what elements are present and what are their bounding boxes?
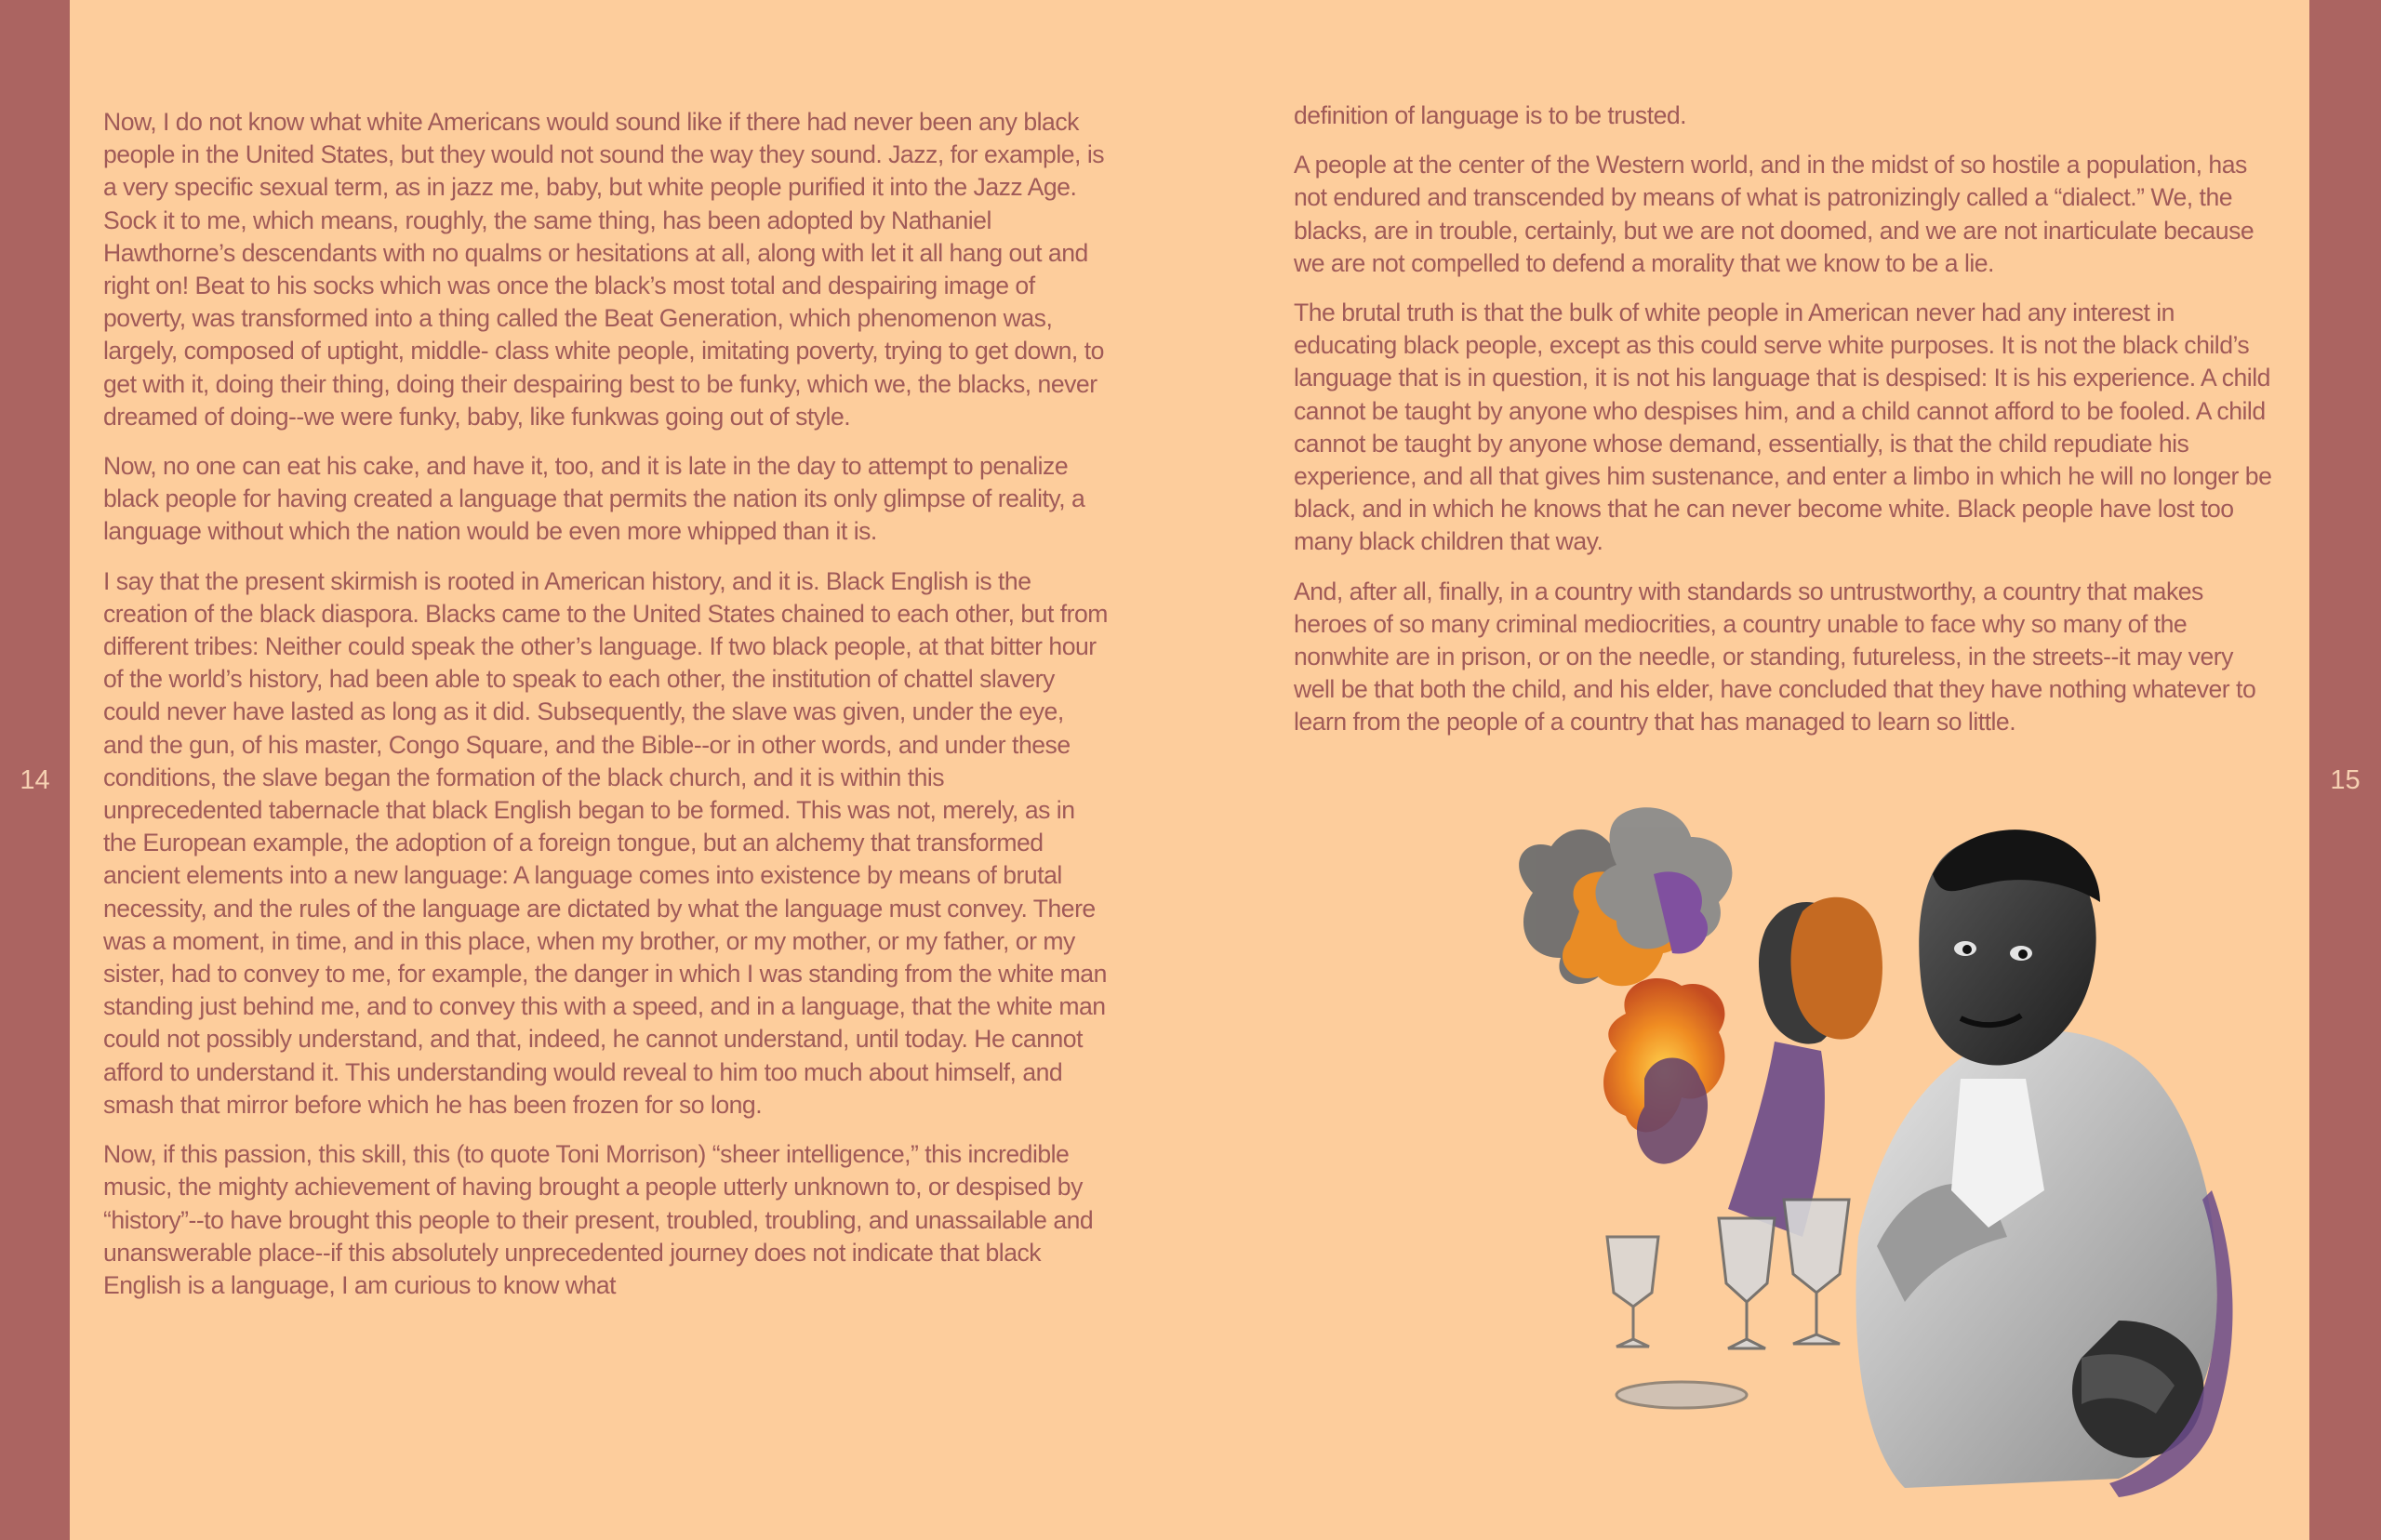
paragraph: A people at the center of the Western world, and in the midst of so hostile a population, has not endured and transcended by means of what is patronizingly called a “dialect.” We, the blacks, are in trouble, certainly, but we are not doomed, and we are not inarticulate because we are not compelled to defend a morality that we know to be a lie.	[1294, 151, 2255, 277]
paragraph: Now, if this passion, this skill, this (to quote Toni Morrison) “sheer intelligence,” this incredible music, the mighty achievement of having brought a people utterly unknown to, or despised by “history”--to have brought this people to their present, troubled, troubling, and unassailable and unanswerable place--if this absolutely unprecedented journey does not indicate that black English is a language, I am curious to know what	[103, 1140, 1094, 1299]
echo-figures	[1728, 897, 1882, 1237]
page-number-right: 15	[2330, 765, 2361, 795]
paragraph: The brutal truth is that the bulk of white people in American never had any interest in educating black people, except as this could serve white purposes. It is not the black child’s language that is in question, it is not his language that is despised: It is his experience. A child cannot be taught by anyone who despises him, and a child cannot afford to be fooled. A child cannot be taught by anyone whose demand, essentially, is that the child repudiate his experience, and all that gives him sustenance, and enter a limbo in which he will no longer be black, and in which he knows that he can never become white. Black people have lost too many black children that way.	[1294, 299, 2272, 556]
smoke-shapes	[1519, 807, 1732, 1163]
collage-illustration	[1468, 800, 2258, 1507]
paragraph: I say that the present skirmish is rooted in American history, and it is. Black English is the creation of the black diaspora. Blacks came to the United States chained to each other, but from different tribes: Neither could speak the other’s language. If two black people, at that bitter hour of the world’s history, had been able to speak to each other, the institution of chattel slavery could never have lasted as long as it did. Subsequently, the slave was given, under the eye, and the gun, of his master, Congo Square, and the Bible--or in other words, and under these conditions, the slave began the formation of the black church, and it is within this unprecedented tabernacle that black English began to be formed. This was not, merely, as in the European example, the adoption of a foreign tongue, but an alchemy that transformed ancient elements into a new language: A language comes into existence by means of brutal necessity, and the rules of the language are dictated by what the language must convey. There was a moment, in time, and in this place, when my brother, or my mother, or my father, or my sister, had to convey to me, for example, the danger in which I was standing from the white man standing just behind me, and to convey this with a speed, and in a language, that the white man could not possibly understand, and that, indeed, he cannot understand, until today. He cannot afford to understand it. This understanding would reveal to him too much about himself, and smash that mirror before which he has been frozen for so long.	[103, 566, 1108, 1119]
main-figure	[1856, 830, 2216, 1488]
page-number-left: 14	[20, 765, 50, 795]
glasses-on-table	[1607, 1200, 1849, 1408]
paragraph: Now, I do not know what white Americans would sound like if there had never been any black people in the United States, but they would not sound the way they sound. Jazz, for example, is a very specific sexual term, as in jazz me, baby, but white people purified it into the Jazz Age. Sock it to me, which means, roughly, the same thing, has been adopted by Nathaniel Hawthorne’s descendants with no qualms or hesitations at all, along with let it all hang out and right on! Beat to his socks which was once the black’s most total and despairing image of poverty, was transformed into a thing called the Beat Generation, which phenomenon was, largely, composed of uptight, middle- class white people, imitating poverty, trying to get down, to get with it, doing their thing, doing their despairing best to be funky, which we, the blacks, never dreamed of doing--we were funky, baby, like funkwas going out of style.	[103, 108, 1105, 431]
paragraph: And, after all, finally, in a country with standards so untrustworthy, a country that makes heroes of so many criminal mediocrities, a country unable to face why so many of the nonwhite are in prison, or on the needle, or standing, futureless, in the streets--it may very well be that both the child, and his elder, have concluded that they have nothing whatever to learn from the people of a country that has managed to learn so little.	[1294, 577, 2256, 737]
paragraph: definition of language is to be trusted.	[1294, 101, 1687, 129]
left-column	[103, 106, 1108, 1319]
paragraph: Now, no one can eat his cake, and have it, too, and it is late in the day to attempt to penalize black people for having created a language that permits the nation its only glimpse of reality, a language without which the nation would be even more whipped than it is.	[103, 452, 1085, 546]
right-column	[1294, 100, 2280, 756]
